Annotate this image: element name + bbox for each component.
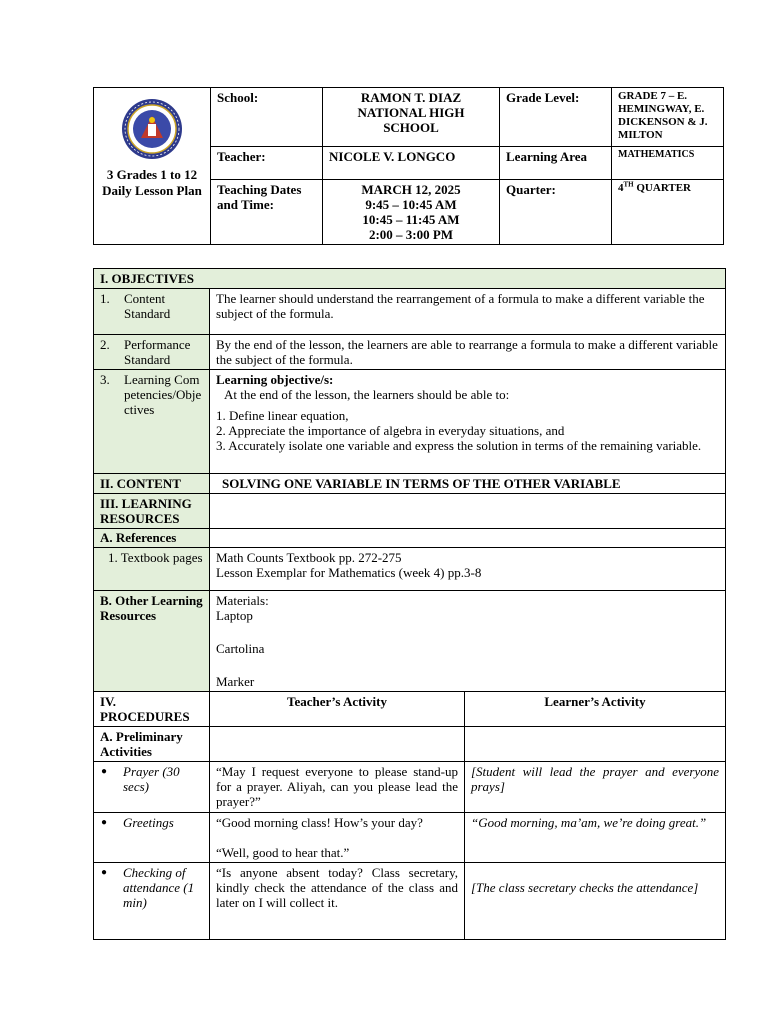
bullet-dot-icon: ●	[101, 766, 108, 777]
quarter-suffix: TH	[623, 180, 634, 189]
greetings-teacher: “Good morning class! How’s your day?	[216, 815, 423, 830]
attendance-learner: [The class secretary checks the attendance]	[465, 863, 726, 940]
content-standard-number: 1.	[100, 291, 110, 306]
textbook-line: Math Counts Textbook pp. 272-275	[216, 550, 402, 565]
material-item: Marker	[216, 674, 255, 689]
content-standard-label	[94, 289, 210, 335]
prayer-teacher: “May I request everyone to please stand-up for a prayer. Aliyah, can you please lead the prayer?”	[210, 762, 465, 813]
quarter-number: 4	[618, 182, 624, 194]
prayer-learner: [Student will lead the prayer and everyone prays]	[465, 762, 726, 813]
plan-title: 3 Grades 1 to 12 Daily Lesson Plan	[102, 167, 202, 198]
school-label: School:	[211, 88, 323, 147]
prayer-label-cell	[94, 762, 210, 813]
greetings-label-cell	[94, 813, 210, 863]
lesson-plan-table	[93, 268, 726, 940]
dates-value	[323, 180, 500, 245]
attendance-teacher: “Is anyone absent today? Class secretary, kindly check the attendance of the class and later on I will collect it.	[210, 863, 465, 940]
preliminary-learner-empty	[465, 727, 726, 762]
date-line: MARCH 12, 2025	[361, 182, 461, 197]
competencies-number: 3.	[100, 372, 110, 387]
content-value: SOLVING ONE VARIABLE IN TERMS OF THE OTHER VARIABLE	[210, 474, 726, 494]
attendance-label: Checking of attendance (1 min)	[123, 865, 195, 910]
area-value: MATHEMATICS	[612, 147, 724, 180]
resources-heading: III. LEARNING RESOURCES	[94, 494, 210, 529]
materials-cell	[210, 591, 726, 692]
procedures-heading: IV. PROCEDURES	[94, 692, 210, 727]
preliminary-teacher-empty	[210, 727, 465, 762]
content-heading: II. CONTENT	[94, 474, 210, 494]
time-line: 9:45 – 10:45 AM	[365, 197, 457, 212]
quarter-value	[612, 180, 724, 245]
greetings-label: Greetings	[123, 815, 174, 830]
teacher-activity-header: Teacher’s Activity	[210, 692, 465, 727]
greetings-teacher-followup: “Well, good to hear that.”	[216, 845, 350, 860]
textbook-label: 1. Textbook pages	[94, 548, 210, 591]
preliminary-label: A. Preliminary Activities	[94, 727, 210, 762]
competencies-intro: At the end of the lesson, the learners should be able to:	[224, 387, 510, 402]
competencies-label	[94, 370, 210, 474]
material-item: Laptop	[216, 608, 253, 623]
objective-item: 2. Appreciate the importance of algebra in everyday situations, and	[216, 423, 565, 438]
teacher-label: Teacher:	[211, 147, 323, 180]
greetings-teacher-cell	[210, 813, 465, 863]
competencies-label-text: Learning Competencies/Objectives	[124, 372, 202, 417]
content-standard-text: The learner should understand the rearrangement of a formula to make a different variable the subject of the formula.	[210, 289, 726, 335]
header-table	[93, 87, 724, 245]
attendance-label-cell	[94, 863, 210, 940]
quarter-label: Quarter:	[500, 180, 612, 245]
objective-item: 3. Accurately isolate one variable and express the solution in terms of the remaining variable.	[216, 438, 702, 453]
textbook-cell	[210, 548, 726, 591]
performance-standard-number: 2.	[100, 337, 110, 352]
grade-value: GRADE 7 – E. HEMINGWAY, E. DICKENSON & J. MILTON	[612, 88, 724, 147]
objective-item: 1. Define linear equation,	[216, 408, 349, 423]
school-value: RAMON T. DIAZ NATIONAL HIGH SCHOOL	[323, 88, 500, 147]
references-empty-cell	[210, 529, 726, 548]
textbook-line: Lesson Exemplar for Mathematics (week 4) pp.3-8	[216, 565, 482, 580]
grade-label: Grade Level:	[500, 88, 612, 147]
materials-title: Materials:	[216, 593, 269, 608]
teacher-value: NICOLE V. LONGCO	[323, 147, 500, 180]
area-label: Learning Area	[500, 147, 612, 180]
bullet-dot-icon: ●	[101, 867, 108, 878]
logo-cell	[94, 88, 211, 245]
dates-label: Teaching Dates and Time:	[211, 180, 323, 245]
learner-activity-header: Learner’s Activity	[465, 692, 726, 727]
bullet-dot-icon: ●	[101, 817, 108, 828]
performance-standard-text: By the end of the lesson, the learners are able to rearrange a formula to make a different variable the subject of the formula.	[210, 335, 726, 370]
content-standard-label-text: Content Standard	[124, 291, 171, 321]
performance-standard-label	[94, 335, 210, 370]
resources-empty-cell	[210, 494, 726, 529]
material-item: Cartolina	[216, 641, 265, 656]
objectives-heading: I. OBJECTIVES	[94, 269, 726, 289]
prayer-label: Prayer (30 secs)	[123, 764, 180, 794]
time-line: 2:00 – 3:00 PM	[368, 227, 454, 242]
competencies-cell	[210, 370, 726, 474]
deped-seal-icon	[112, 98, 192, 160]
quarter-word: QUARTER	[633, 182, 691, 194]
performance-standard-label-text: Performance Standard	[124, 337, 191, 367]
references-label: A. References	[94, 529, 210, 548]
other-resources-label: B. Other Learning Resources	[94, 591, 210, 692]
competencies-title: Learning objective/s:	[216, 372, 334, 387]
time-line: 10:45 – 11:45 AM	[362, 212, 460, 227]
greetings-learner: “Good morning, ma’am, we’re doing great.”	[465, 813, 726, 863]
